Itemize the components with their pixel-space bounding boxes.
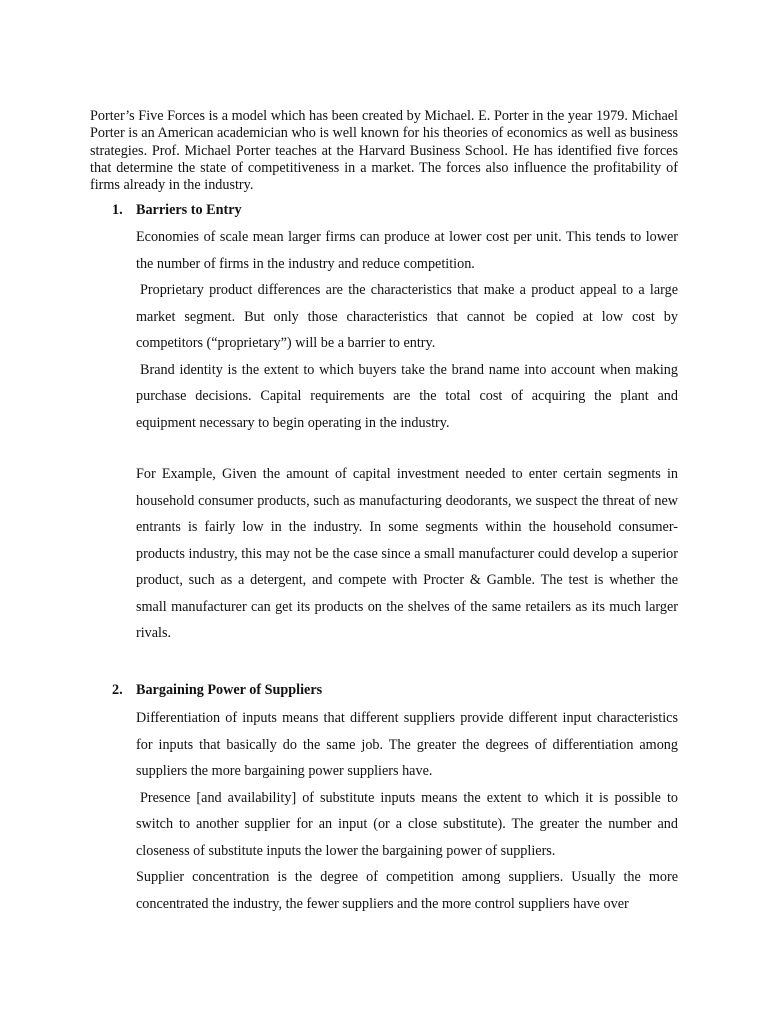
section-1-number: 1. [112,202,123,218]
section-2-number: 2. [112,682,123,698]
section-2-title: Bargaining Power of Suppliers [136,682,323,698]
section-1-body [136,224,678,436]
section-1-paragraph-2: Proprietary product differences are the characteristics that make a product appeal to a large market segment. But only those characteristics that cannot be copied at low cost by competitors (“proprietary”) will be a barrier to entry. [136,282,678,351]
section-2-paragraph-2: Presence [and availability] of substitute inputs means the extent to which it is possible to switch to another supplier for an input (or a close substitute). The greater the number and closeness of substitute inputs the lower the bargaining power of suppliers. [136,789,678,859]
section-2-body [136,705,678,917]
section-1-paragraph-4: For Example, Given the amount of capital investment needed to enter certain segments in household consumer products, such as manufacturing deodorants, we suspect the threat of new entrants is fairly low in the industry. In some segments within the household consumer-products industry, this may not be the case since a small manufacturer could develop a superior product, such as a detergent, and compete with Procter & Gamble. The test is whether the small manufacturer can get its products on the shelves of the same retailers as its much larger rivals. [136,466,678,641]
section-1-heading [112,202,242,219]
section-1-paragraph-3: Brand identity is the extent to which buyers take the brand name into account when making purchase decisions. Capital requirements are the total cost of acquiring the plant and equipment necessary to begin operating in the industry. [136,361,678,431]
section-1-paragraph-1: Economies of scale mean larger firms can produce at lower cost per unit. This tends to lower the number of firms in the industry and reduce competition. [136,229,678,272]
section-2-heading [112,682,322,699]
section-2-paragraph-3: Supplier concentration is the degree of competition among suppliers. Usually the more concentrated the industry, the fewer suppliers and the more control suppliers have over [136,869,678,912]
section-1-title: Barriers to Entry [136,202,242,218]
intro-paragraph: Porter’s Five Forces is a model which has been created by Michael. E. Porter in the year 1979. Michael Porter is an American academician who is well known for his theories of economics as well as business strategies. Prof. Michael Porter teaches at the Harvard Business School. He has identified five forces that determine the state of competitiveness in a market. The forces also influence the profitability of firms already in the industry. [90,108,678,193]
section-1-example [136,461,678,647]
section-2-paragraph-1: Differentiation of inputs means that different suppliers provide different input characteristics for inputs that basically do the same job. The greater the degrees of differentiation among suppliers the more bargaining power suppliers have. [136,710,678,779]
